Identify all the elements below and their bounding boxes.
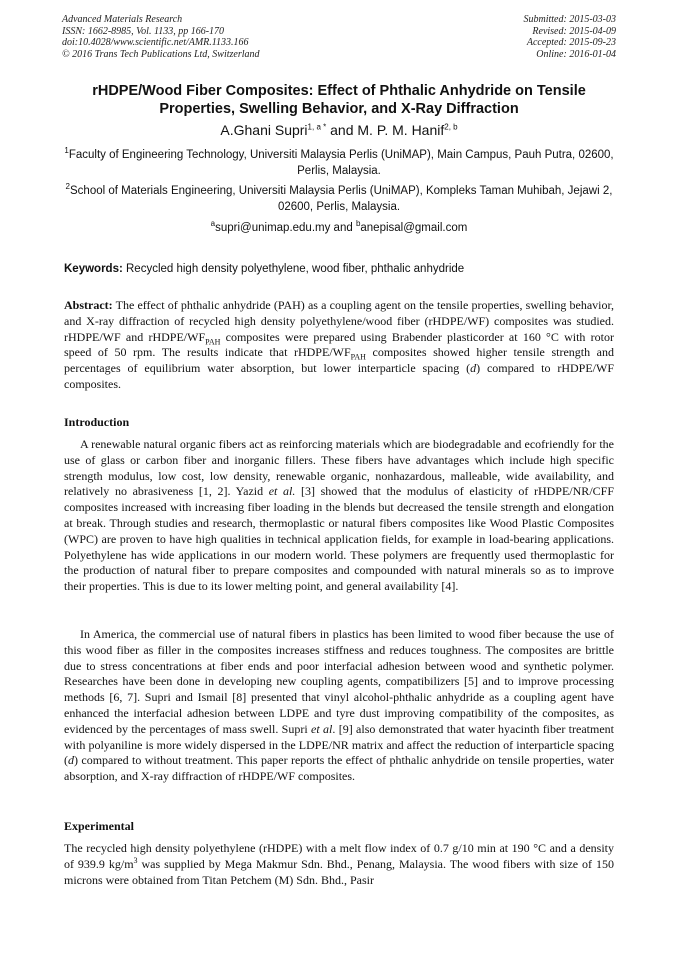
- author-2-marker: 2, b: [444, 122, 458, 132]
- intro-p1-text-2: [3] showed that the modulus of elasticity of rHDPE/NR/CFF composites increased with increasing fiber loading in the blends but decreased the tensile strength and elongation at break. Through studies and research, thermoplastic or natural fibers composites like Wood Plastic Composites (WPC) are proven to have high qualities in technical application fields, for example in load-bearing applications. Polyethylene has wide applications in our modern world. These polymers are frequently used thermoplastic for the production of natural fiber to prepare composites and compounded with natural minerals so as to improve their properties. This is due to its lower melting point, and general availability [4].: [64, 484, 614, 594]
- affiliation-2: [62, 184, 616, 215]
- abstract-label: Abstract:: [64, 298, 113, 312]
- intro-p1-text-1: A renewable natural organic fibers act as reinforcing materials which are biodegradable and ecofriendly for the use of glass or carbon fiber and inorganic fillers. These fibers have advantages which include high specific strength modulus, low cost, low density, renewable organic, nonhazardous, malleable, wide availability, and relatively no abrasiveness [1, 2]. Yazid: [64, 437, 614, 499]
- affiliation-1: [62, 148, 616, 179]
- date-accepted: Accepted: 2015-09-23: [526, 37, 616, 48]
- affiliation-2-text: School of Materials Engineering, Universiti Malaysia Perlis (UniMAP), Kompleks Taman Muhibah, Jejawi 2, 02600, Perlis, Malaysia.: [70, 185, 613, 213]
- abstract-text-2: composites were prepared using Brabender plasticorder at 160 °C with rotor speed of 50 rpm. The results indicate that rHDPE/WF: [64, 329, 614, 360]
- journal-info: [62, 14, 260, 60]
- keywords-text: Recycled high density polyethylene, wood fiber, phthalic anhydride: [122, 263, 465, 275]
- abstract-text-3: composites showed higher tensile strength and percentages of equilibrium water absorption, but lower interparticle spacing (: [64, 345, 615, 376]
- journal-copyright: © 2016 Trans Tech Publications Ltd, Switzerland: [62, 48, 260, 60]
- abstract-subscript-1: PAH: [205, 336, 221, 346]
- date-online: Online: 2016-01-04: [536, 48, 616, 60]
- affiliation-1-text: Faculty of Engineering Technology, Universiti Malaysia Perlis (UniMAP), Main Campus, Pauh Putra, 02600, Perlis, Malaysia.: [68, 149, 614, 177]
- exp-p1-text-1: The recycled high density polyethylene (rHDPE) with a melt flow index of 0.7 g/10 min at 190 °C and a density of 939.9 kg/m: [64, 841, 614, 871]
- affiliation-2-marker: 2: [65, 182, 70, 192]
- author-conjunction: and: [326, 122, 358, 138]
- journal-doi: doi:10.4028/www.scientific.net/AMR.1133.166: [62, 37, 249, 48]
- exp-p1-text-2: was supplied by Mega Makmur Sdn. Bhd., Penang, Malaysia. The wood fibers with size of 150 microns were obtained from Titan Petchem (M) Sdn. Bhd., Pasir: [64, 856, 614, 887]
- date-submitted: Submitted: 2015-03-03: [523, 14, 616, 25]
- exp-p1-superscript: 3: [133, 855, 138, 865]
- intro-p2-italic: et al: [311, 721, 333, 736]
- author-1-marker: 1, a *: [307, 122, 327, 132]
- intro-p2-text-2: . [9] also demonstrated that water hyacinth fiber treatment with polyaniline is more widely dispersed in the LDPE/NR matrix and affect the reduction of interparticle spacing (: [64, 721, 614, 768]
- journal-name: Advanced Materials Research: [62, 14, 183, 25]
- author-1: A.Ghani Supri: [220, 122, 308, 138]
- introduction-paragraph-2: [64, 627, 614, 785]
- keywords: [64, 262, 616, 277]
- date-revised: Revised: 2015-04-09: [532, 25, 616, 37]
- email-a: supri@unimap.edu.my: [215, 222, 331, 234]
- intro-p2-text-3: ) compared to without treatment. This paper reports the effect of phthalic anhydride on tensile properties, water absorption, and X-ray diffraction of rHDPE/WF composites.: [64, 753, 614, 784]
- abstract-paragraph: [64, 298, 614, 393]
- title-line-2: Properties, Swelling Behavior, and X-Ray Diffraction: [159, 101, 519, 117]
- introduction-paragraph-1: [64, 437, 614, 595]
- intro-p1-italic: et al.: [268, 484, 296, 499]
- paper-title: [58, 82, 620, 118]
- email-a-marker: a: [210, 219, 216, 229]
- section-heading-introduction: Introduction: [64, 415, 130, 429]
- section-heading-experimental: Experimental: [64, 819, 134, 833]
- email-conjunction: and: [330, 222, 356, 234]
- intro-p2-text-1: In America, the commercial use of natural fibers in plastics has been limited to wood fiber because the use of this wood fiber as filler in the composites increases stiffness and reduces toughness. The composites are brittle due to stress concentrations at fiber ends and poor interfacial adhesion between wood and synthetic polymer. Researches have been done in developing new coupling agents, compatibilizers [5] and to improve processing methods [6, 7]. Supri and Ismail [8] presented that vinyl alcohol-phthalic anhydride as a coupling agent have enhanced the interfacial adhesion between LDPE and tyre dust improving compatibility of the composites, as evidenced by the percentages of mass swell. Supri: [64, 627, 614, 736]
- email-b: anepisal@gmail.com: [360, 222, 468, 234]
- journal-issn: ISSN: 1662-8985, Vol. 1133, pp 166-170: [62, 25, 225, 37]
- intro-p2-italic-d: d: [68, 753, 74, 768]
- author-emails: [62, 221, 616, 236]
- email-b-marker: b: [355, 219, 361, 229]
- abstract-text-1: The effect of phthalic anhydride (PAH) as a coupling agent on the tensile properties, swelling behavior, and X-ray diffraction of recycled high density polyethylene/wood fiber (rHDPE/WF) composites was studied. rHDPE/WF and rHDPE/WF: [64, 298, 614, 344]
- abstract-subscript-2: PAH: [350, 352, 366, 362]
- keywords-label: Keywords:: [64, 263, 123, 275]
- title-line-1: rHDPE/Wood Fiber Composites: Effect of Phthalic Anhydride on Tensile: [92, 83, 586, 99]
- abstract-italic-d: d: [470, 361, 477, 376]
- experimental-paragraph-1: [64, 841, 614, 888]
- author-2: M. P. M. Hanif: [357, 122, 445, 138]
- submission-dates: [524, 14, 617, 60]
- author-list: [58, 121, 620, 139]
- abstract-text-4: ) compared to rHDPE/WF composites.: [64, 361, 615, 391]
- affiliation-1-marker: 1: [64, 146, 69, 156]
